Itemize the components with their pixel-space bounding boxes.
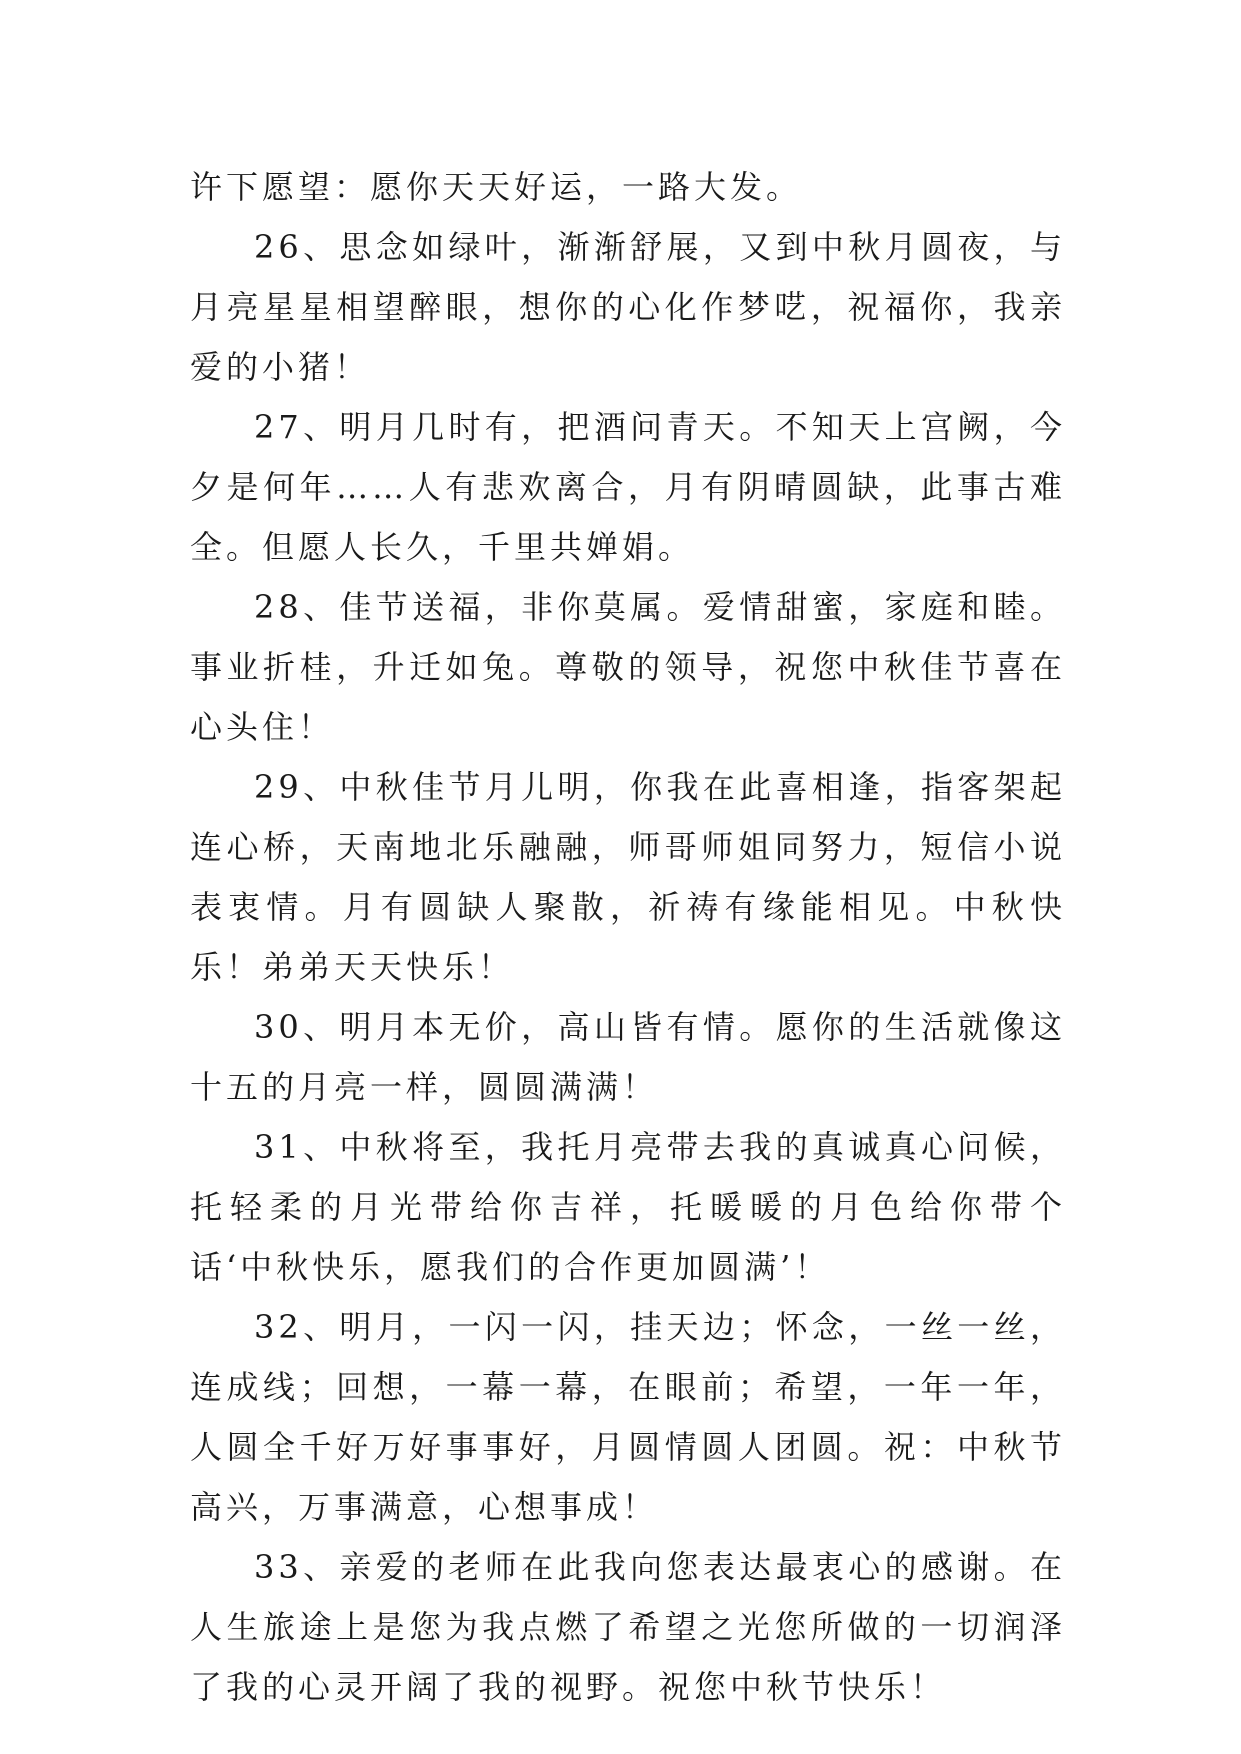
paragraph-33: 33、亲爱的老师在此我向您表达最衷心的感谢。在人生旅途上是您为我点燃了希望之光您所做的一切润泽了我的心灵开阔了我的视野。祝您中秋节快乐！ (190, 1548, 1066, 1706)
paragraph-27: 27、明月几时有，把酒问青天。不知天上宫阙，今夕是何年……人有悲欢离合，月有阴晴圆缺，此事古难全。但愿人长久，千里共婵娟。 (190, 408, 1066, 566)
paragraph-28: 28、佳节送福，非你莫属。爱情甜蜜，家庭和睦。事业折桂，升迁如兔。尊敬的领导，祝您中秋佳节喜在心头住！ (190, 588, 1066, 746)
paragraph-31: 31、中秋将至，我托月亮带去我的真诚真心问候，托轻柔的月光带给你吉祥，托暖暖的月色给你带个话‘中秋快乐，愿我们的合作更加圆满’！ (190, 1128, 1066, 1286)
paragraph-29: 29、中秋佳节月儿明，你我在此喜相逢，指客架起连心桥，天南地北乐融融，师哥师姐同努力，短信小说表衷情。月有圆缺人聚散，祈祷有缘能相见。中秋快乐！弟弟天天快乐！ (190, 768, 1066, 986)
paragraph-26: 26、思念如绿叶，渐渐舒展，又到中秋月圆夜，与月亮星星相望醉眼，想你的心化作梦呓，祝福你，我亲爱的小猪！ (190, 228, 1066, 386)
paragraph-32: 32、明月，一闪一闪，挂天边；怀念，一丝一丝，连成线；回想，一幕一幕，在眼前；希望，一年一年，人圆全千好万好事事好，月圆情圆人团圆。祝：中秋节高兴，万事满意，心想事成！ (190, 1308, 1066, 1526)
paragraph-30: 30、明月本无价，高山皆有情。愿你的生活就像这十五的月亮一样，圆圆满满！ (190, 1008, 1066, 1106)
paragraph-continuation: 许下愿望：愿你天天好运，一路大发。 (190, 168, 803, 206)
document-body (190, 157, 1066, 1717)
